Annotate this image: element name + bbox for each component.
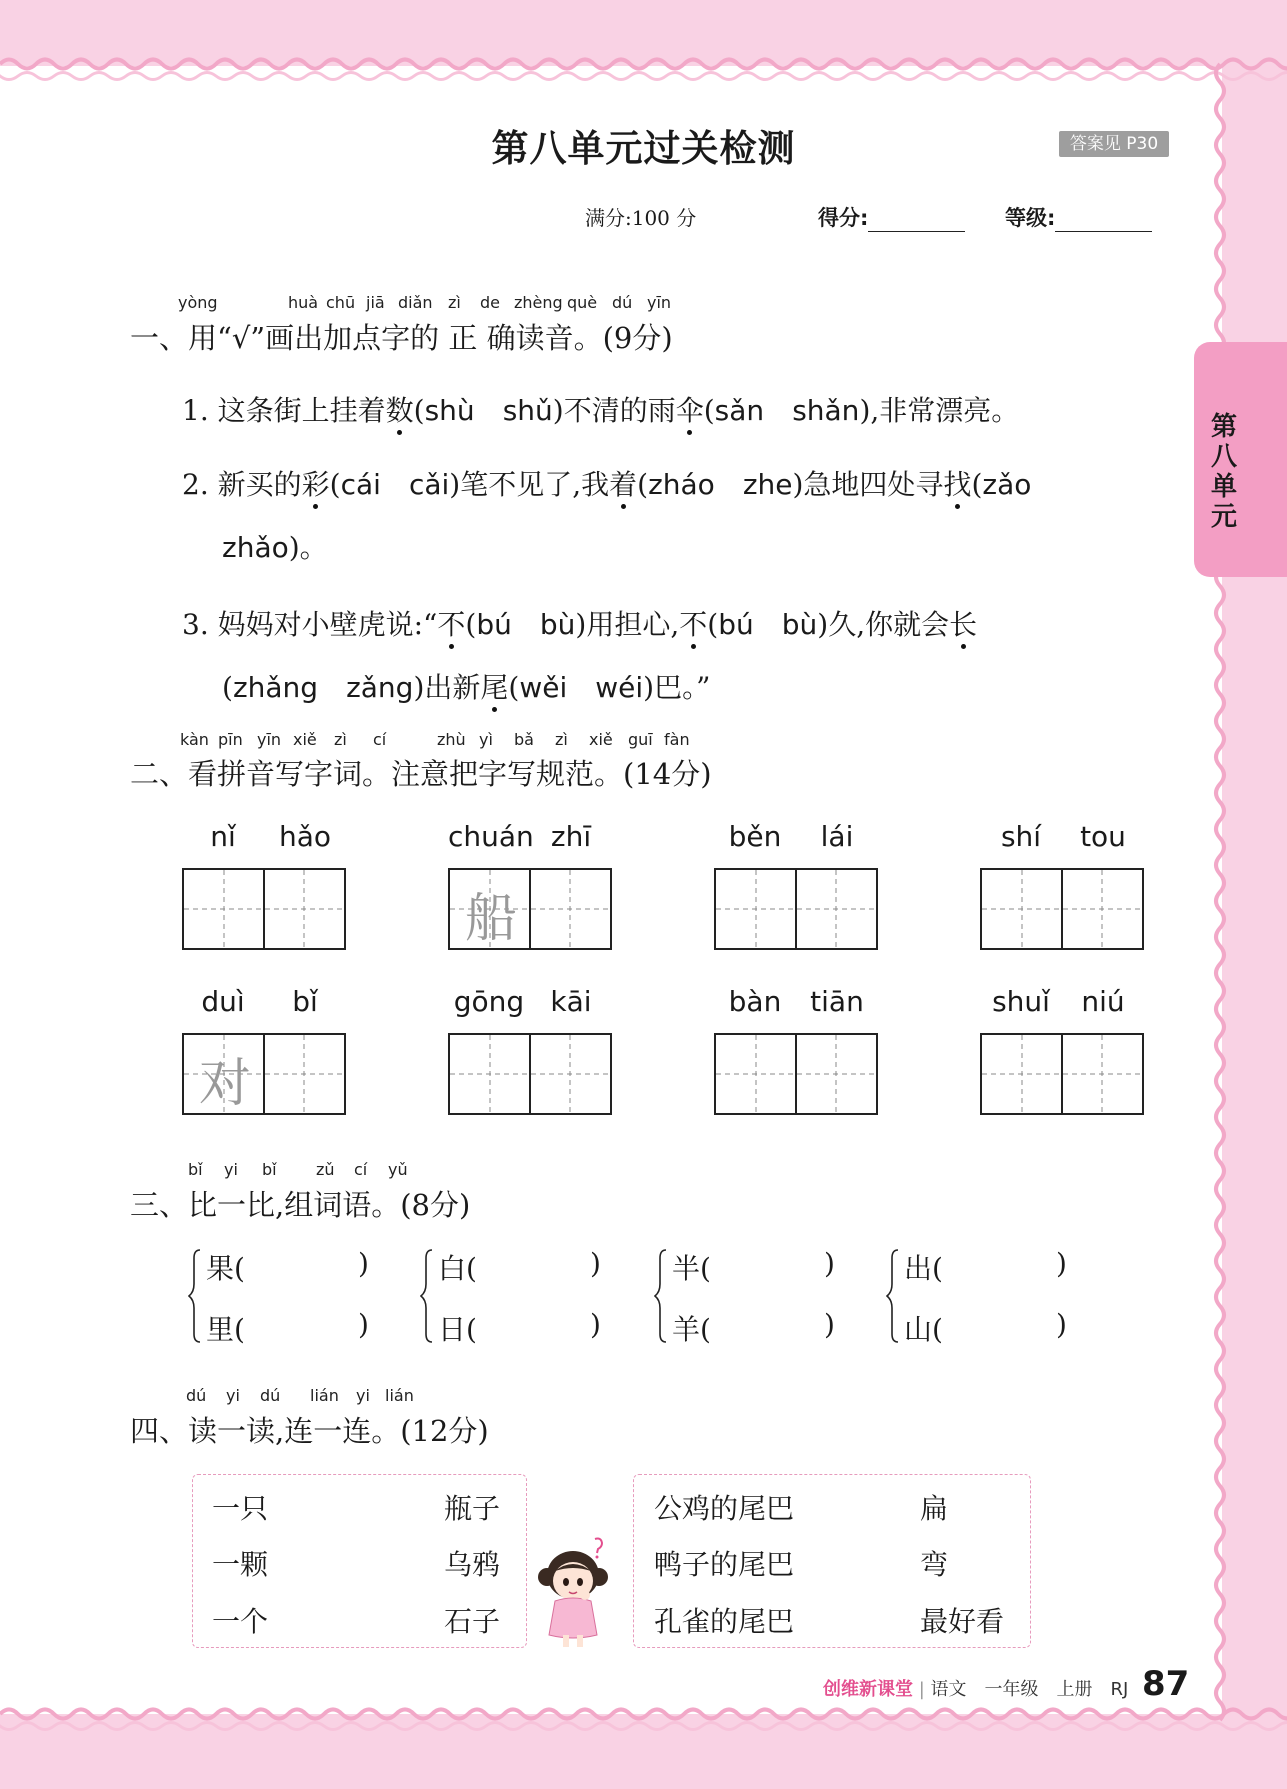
answer-blank-close[interactable]: ): [824, 1247, 835, 1280]
section1-pinyin: de: [480, 293, 500, 312]
section1-pinyin: zhèng: [514, 293, 563, 312]
pinyin-word-5: [182, 985, 346, 1018]
tianzi-grid-7[interactable]: [714, 1033, 878, 1115]
pinyin-syllable: niú: [1081, 985, 1125, 1018]
compare-char-bottom: 羊(: [672, 1313, 711, 1346]
pinyin-syllable: běn: [728, 820, 782, 853]
girl-illustration: [533, 1535, 613, 1650]
brace: [420, 1248, 434, 1348]
pinyin-syllable: kāi: [550, 985, 592, 1018]
compare-char-top: 果(: [206, 1252, 245, 1285]
compare-char-top: 出(: [904, 1252, 943, 1285]
pinyin-word-7: [714, 985, 878, 1018]
match-item-right-box-left[interactable]: 公鸡的尾巴: [654, 1492, 795, 1525]
grade-blank[interactable]: [1055, 209, 1152, 232]
pinyin-syllable: nǐ: [210, 820, 236, 853]
pinyin-syllable: shuǐ: [992, 985, 1050, 1018]
section3-pinyin: bǐ: [188, 1160, 203, 1179]
section1-pinyin: què: [567, 293, 598, 312]
grid-guides: [184, 870, 344, 948]
compare-char-bottom: 日(: [438, 1313, 477, 1346]
section2-pinyin: xiě: [293, 730, 317, 749]
section4-pinyin: dú: [186, 1386, 207, 1405]
compare-char-top: 半(: [672, 1252, 711, 1285]
section1-item-2-cont: zhǎo)。: [222, 531, 328, 564]
pinyin-syllable: zhī: [550, 820, 592, 853]
pinyin-word-2: [448, 820, 612, 853]
unit-side-tab-char: 元: [1210, 502, 1237, 532]
match-item-left-box-right[interactable]: 瓶子: [444, 1492, 501, 1525]
section2-pinyin: yīn: [257, 730, 282, 749]
section1-pinyin: dú: [612, 293, 633, 312]
tianzi-grid-5[interactable]: [182, 1033, 346, 1115]
section4-pinyin: lián: [310, 1386, 339, 1405]
section1-item-3-cont: (zhǎng zǎng)出新尾(wěi wéi)巴。”: [222, 666, 710, 706]
compare-char-bottom: 里(: [206, 1313, 245, 1346]
section1-pinyin: zì: [448, 293, 461, 312]
section1-item-1: 1. 这条街上挂着数(shù shǔ)不清的雨伞(sǎn shǎn),非常漂亮。: [182, 389, 1019, 429]
section1-title: 一、用“√”画出加点字的 正 确读音。(9分): [130, 321, 673, 355]
pinyin-syllable: lái: [820, 820, 854, 853]
match-item-left-box-left[interactable]: 一个: [212, 1605, 269, 1638]
section1-pinyin: huà: [288, 293, 319, 312]
pinyin-syllable: tiān: [810, 985, 864, 1018]
answer-blank-close[interactable]: ): [358, 1247, 369, 1280]
pinyin-word-8: [980, 985, 1144, 1018]
compare-char-top: 白(: [438, 1252, 477, 1285]
section2-pinyin: zì: [334, 730, 347, 749]
match-item-right-box-right[interactable]: 弯: [920, 1548, 949, 1581]
page-title: 第八单元过关检测: [491, 127, 796, 170]
answer-blank-close[interactable]: ): [1056, 1308, 1067, 1341]
section4-pinyin: lián: [385, 1386, 414, 1405]
answer-blank-close[interactable]: ): [1056, 1247, 1067, 1280]
pinyin-word-1: [182, 820, 346, 853]
match-item-left-box-left[interactable]: 一只: [212, 1492, 269, 1525]
section2-pinyin: bǎ: [514, 730, 534, 749]
section3-pinyin: zǔ: [316, 1160, 335, 1179]
section2-pinyin: fàn: [664, 730, 690, 749]
match-item-right-box-left[interactable]: 孔雀的尾巴: [654, 1605, 795, 1638]
section1-item-3: 3. 妈妈对小壁虎说:“不(bú bù)用担心,不(bú bù)久,你就会长: [182, 603, 977, 643]
pinyin-syllable: hǎo: [278, 820, 332, 853]
pinyin-syllable: bàn: [728, 985, 782, 1018]
answer-blank-close[interactable]: ): [358, 1308, 369, 1341]
grid-guides: [716, 1035, 876, 1113]
pinyin-word-3: [714, 820, 878, 853]
brace: [654, 1248, 668, 1348]
example-character: 船: [464, 889, 517, 949]
unit-side-tab-char: 单: [1210, 472, 1237, 502]
section1-pinyin: yòng: [178, 293, 218, 312]
page-number: 87: [1142, 1664, 1190, 1704]
brace: [886, 1248, 900, 1348]
section2-pinyin: zì: [555, 730, 568, 749]
unit-side-tab-char: 八: [1210, 442, 1237, 472]
section2-pinyin: zhù: [437, 730, 466, 749]
section2-pinyin: kàn: [180, 730, 209, 749]
tianzi-grid-1[interactable]: [182, 868, 346, 950]
section3-title: 三、比一比,组词语。(8分): [130, 1188, 471, 1222]
match-item-right-box-right[interactable]: 最好看: [920, 1605, 1005, 1638]
pinyin-syllable: chuán: [448, 820, 534, 853]
match-item-right-box-right[interactable]: 扁: [920, 1492, 949, 1525]
section1-pinyin: diǎn: [398, 293, 433, 312]
tianzi-grid-3[interactable]: [714, 868, 878, 950]
tianzi-grid-8[interactable]: [980, 1033, 1144, 1115]
tianzi-grid-6[interactable]: [448, 1033, 612, 1115]
match-item-left-box-right[interactable]: 石子: [444, 1605, 501, 1638]
section2-title: 二、看拼音写字词。注意把字写规范。(14分): [130, 757, 712, 791]
section1-pinyin: yīn: [647, 293, 672, 312]
section2-pinyin: xiě: [589, 730, 613, 749]
pinyin-syllable: bǐ: [292, 985, 318, 1018]
pinyin-word-6: [448, 985, 612, 1018]
section3-pinyin: yǔ: [388, 1160, 408, 1179]
compare-char-bottom: 山(: [904, 1313, 943, 1346]
unit-side-tab-label: [1194, 412, 1254, 532]
score-blank[interactable]: [868, 209, 965, 232]
section2-pinyin: yì: [479, 730, 493, 749]
match-item-right-box-left[interactable]: 鸭子的尾巴: [654, 1548, 795, 1581]
answer-reference-tag: 答案见 P30: [1059, 131, 1169, 157]
pinyin-syllable: gōng: [453, 985, 525, 1018]
grid-guides: [982, 1035, 1142, 1113]
tianzi-grid-2[interactable]: [448, 868, 612, 950]
match-item-left-box-left[interactable]: 一颗: [212, 1548, 269, 1581]
grade-field[interactable]: [1005, 202, 1152, 232]
unit-side-tab-char: 第: [1210, 412, 1237, 442]
section2-pinyin: guī: [628, 730, 653, 749]
section3-pinyin: cí: [354, 1160, 368, 1179]
answer-blank-close[interactable]: ): [590, 1308, 601, 1341]
section3-pinyin: bǐ: [262, 1160, 277, 1179]
answer-blank-close[interactable]: ): [590, 1247, 601, 1280]
pinyin-syllable: tou: [1080, 820, 1126, 853]
section1-item-2: 2. 新买的彩(cái cǎi)笔不见了,我着(zháo zhe)急地四处寻找(zǎo: [182, 463, 1031, 503]
footer-brand: 创维新课堂: [823, 1679, 913, 1700]
answer-blank-close[interactable]: ): [824, 1308, 835, 1341]
grid-guides: [716, 870, 876, 948]
footer-info: 创维新课堂 | 语文 一年级 上册 RJ: [823, 1679, 1129, 1700]
section2-pinyin: pīn: [218, 730, 243, 749]
tianzi-grid-4[interactable]: [980, 868, 1144, 950]
score-field[interactable]: [818, 202, 965, 232]
section2-pinyin: cí: [373, 730, 387, 749]
section1-pinyin: chū: [326, 293, 356, 312]
match-item-left-box-right[interactable]: 乌鸦: [444, 1548, 501, 1581]
section1-pinyin: jiā: [366, 293, 385, 312]
pinyin-syllable: shí: [1000, 820, 1042, 853]
grade-label: 等级:: [1005, 206, 1056, 230]
score-label: 得分:: [818, 206, 869, 230]
section4-pinyin: yi: [226, 1386, 240, 1405]
full-score-label: 满分:100 分: [585, 206, 697, 230]
section4-title: 四、读一读,连一连。(12分): [130, 1414, 489, 1448]
section4-pinyin: dú: [260, 1386, 281, 1405]
brace: [188, 1248, 202, 1348]
pinyin-syllable: duì: [201, 985, 245, 1018]
grid-guides: [450, 1035, 610, 1113]
footer-book-info: 语文 一年级 上册 RJ: [930, 1679, 1129, 1700]
section3-pinyin: yi: [224, 1160, 238, 1179]
grid-guides: [982, 870, 1142, 948]
pinyin-word-4: [980, 820, 1144, 853]
example-character: 对: [198, 1054, 251, 1114]
section4-pinyin: yi: [356, 1386, 370, 1405]
unit-side-tab: [1194, 342, 1287, 577]
